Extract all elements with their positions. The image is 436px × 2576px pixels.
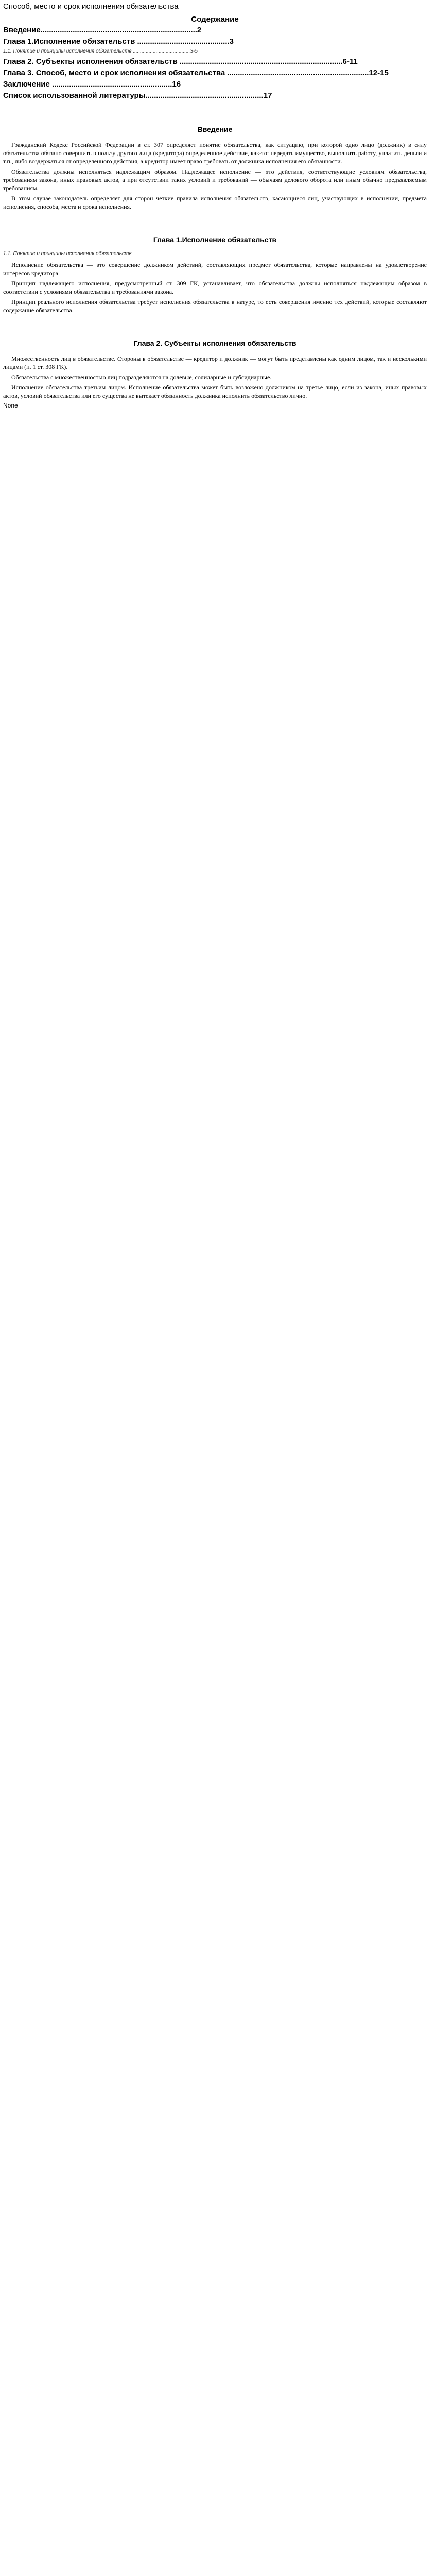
chapter-1-paragraph: Исполнение обязательства — это совершение должником действий, составляющих предмет обязательства, которые направлены на удовлетворение интересов кредитора.	[3, 261, 427, 277]
document	[0, 2, 430, 409]
chapter-1-paragraph: Принцип надлежащего исполнения, предусмотренный ст. 309 ГК, устанавливает, что обязательства должны исполняться надлежащим образом в соответствии с условиями обязательства и требованиями закона.	[3, 280, 427, 295]
chapter-2-paragraph: Исполнение обязательства третьим лицом. Исполнение обязательства может быть возложено должником на третье лицо, если из закона, иных правовых актов, условий обязательства или его существа не вытекает обязанность должника исполнить обязательство лично.	[3, 384, 427, 399]
toc-entry-intro: Введение.........................................................................2	[3, 26, 202, 35]
intro-paragraph: Гражданский Кодекс Российской Федерации в ст. 307 определяет понятие обязательства, как ситуацию, при которой одно лицо (должник) в силу обязательства обязано совершить в пользу другого лица (кредитора) определенное действие, как-то: передать имущество, выполнить работу, уплатить деньги и т.п., либо воздержаться от определенного действия, а кредитор имеет право требовать от должника исполнения его обязанности.	[3, 141, 427, 165]
toc-entry-chapter-2: Глава 2. Субъекты исполнения обязательств ............................................................................6-11	[3, 57, 358, 66]
intro-paragraph: Обязательства должны исполняться надлежащим образом. Надлежащее исполнение — это действия, соответствующие условиям обязательства, требованиям закона, иных правовых актов, а при отсутствии таких условий и требований — обычаям делового оборота или иным обычно предъявляемым требованиям.	[3, 168, 427, 192]
intro-section	[3, 125, 427, 211]
intro-heading: Введение	[197, 125, 233, 133]
intro-paragraph: В этом случае законодатель определяет для сторон четкие правила исполнения обязательств, касающиеся лиц, участвующих в исполнении, предмета исполнения, способа, места и срока исполнения.	[3, 195, 427, 210]
toc-entry-bibliography: Список использованной литературы.......................................................17	[3, 91, 272, 100]
chapter-1-heading: Глава 1.Исполнение обязательств	[153, 235, 277, 244]
toc-subentry-1-1: 1.1. Понятие и принципы исполнения обязательств ........................................3-5	[3, 48, 198, 54]
chapter-2-paragraph: Обязательства с множественностью лиц подразделяются на долевые, солидарные и субсидиарные.	[11, 374, 272, 381]
document-title: Способ, место и срок исполнения обязательства	[3, 2, 179, 11]
footer-note: None	[3, 402, 18, 409]
toc-entry-chapter-1: Глава 1.Исполнение обязательств ...........................................3	[3, 37, 234, 46]
toc-entry-chapter-3: Глава 3. Способ, место и срок исполнения обязательства ..................................................................12-15	[3, 69, 389, 77]
toc-heading: Содержание	[191, 15, 239, 24]
chapter-1-paragraph: Принцип реального исполнения обязательства требует исполнения обязательства в натуре, то есть совершения именно тех действий, которые составляют содержание обязательства.	[3, 298, 427, 314]
chapter-1-subheading: 1.1. Понятие и принципы исполнения обязательств	[3, 251, 132, 257]
chapter-2-heading: Глава 2. Субъекты исполнения обязательств	[133, 339, 297, 347]
chapter-1-section	[3, 235, 427, 314]
chapter-2-section	[3, 339, 427, 400]
toc-entry-conclusion: Заключение ........................................................16	[3, 80, 181, 89]
chapter-2-paragraph: Множественность лиц в обязательстве. Стороны в обязательстве — кредитор и должник — могут быть представлены как одним лицом, так и несколькими лицами (п. 1 ст. 308 ГК).	[3, 355, 427, 370]
